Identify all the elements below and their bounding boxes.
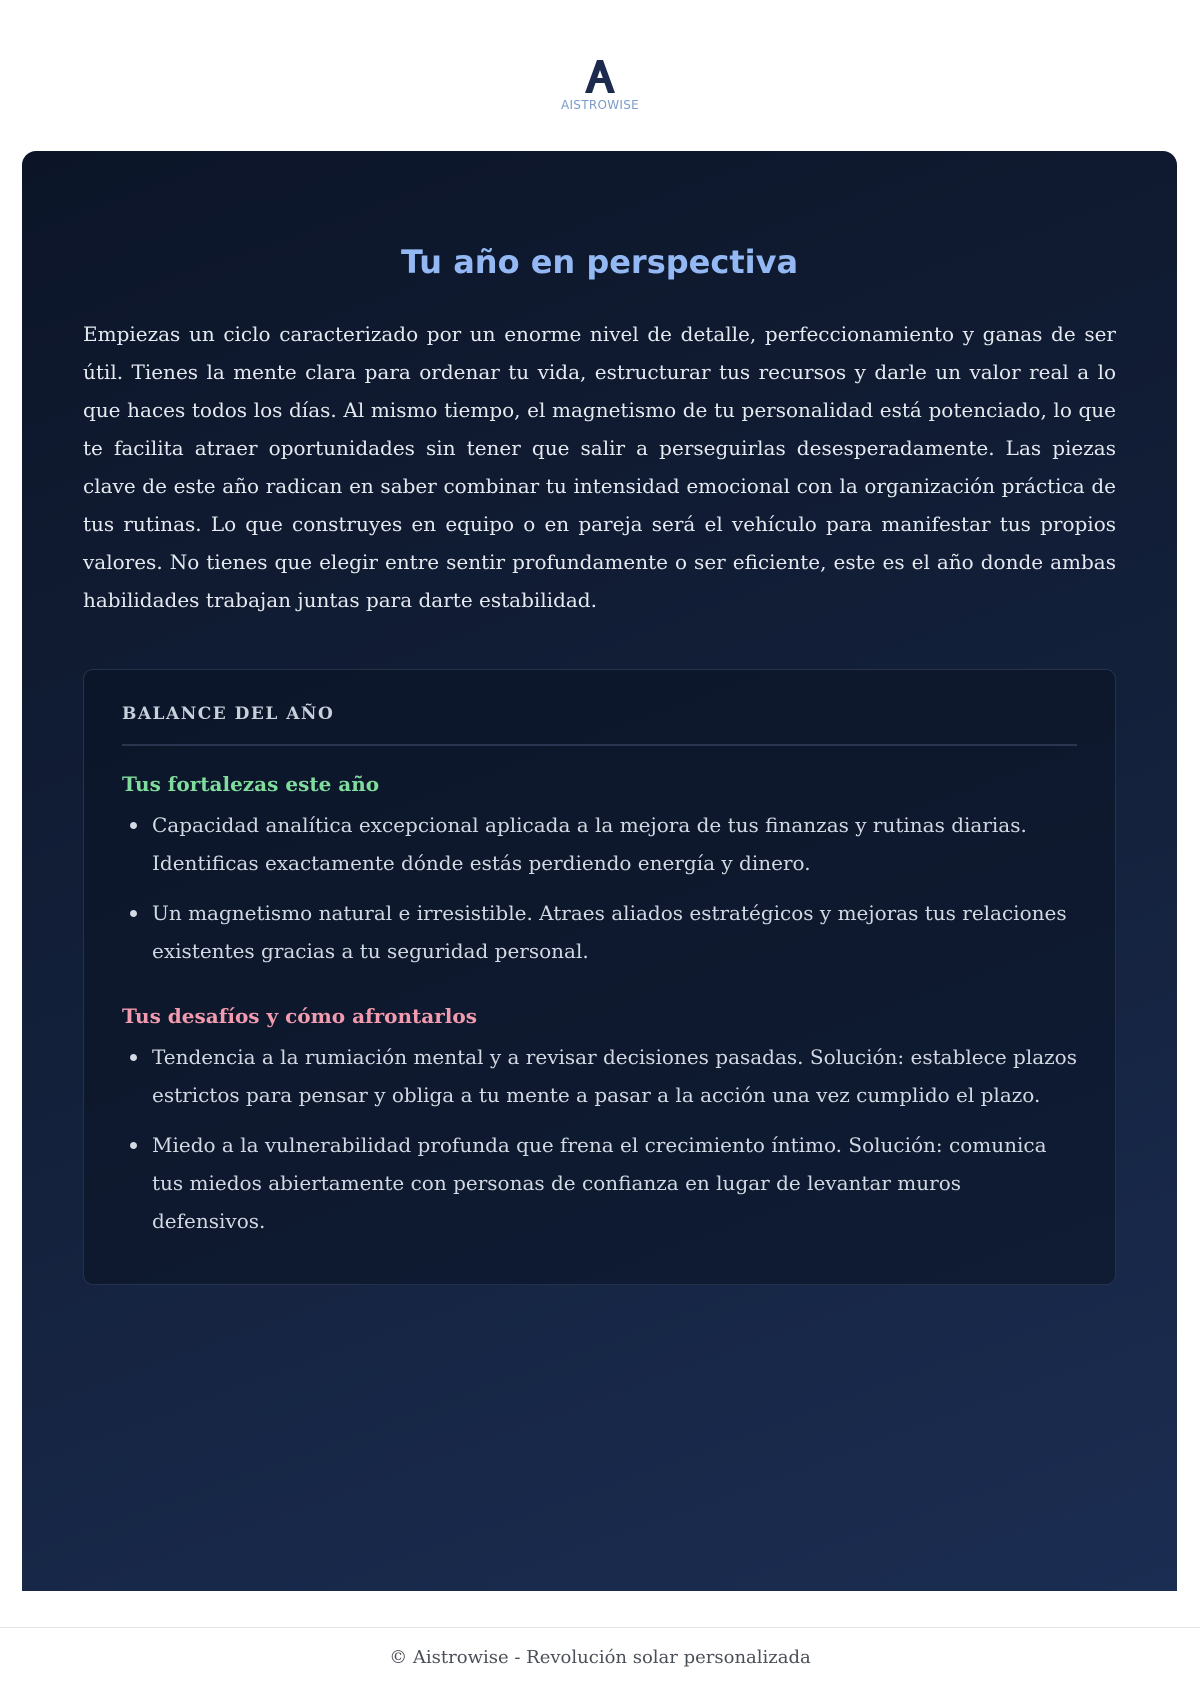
- intro-paragraph: Empiezas un ciclo caracterizado por un enorme nivel de detalle, perfeccionamiento y ganas de ser útil. Tienes la mente clara para ordenar tu vida, estructurar tus recursos y darle un valor real a lo que haces todos los días. Al mismo tiempo, el magnetismo de tu personalidad está potenciado, lo que te facilita atraer oportunidades sin tener que salir a perseguirlas desesperadamente. Las piezas clave de este año radican en saber combinar tu intensidad emocional con la organización práctica de tus rutinas. Lo que construyes en equipo o en pareja será el vehículo para manifestar tus propios valores. No tienes que elegir entre sentir profundamente o ser eficiente, este es el año donde ambas habilidades trabajan juntas para darte estabilidad.: [83, 322, 1116, 612]
- footer-text: © Aistrowise - Revolución solar personalizada: [389, 1647, 811, 1668]
- aistrowise-a-logo-icon: [580, 56, 620, 96]
- logo-text: AISTROWISE: [560, 98, 640, 112]
- list-item: Miedo a la vulnerabilidad profunda que frena el crecimiento íntimo. Solución: comunica tus miedos abiertamente con personas de confianza en lugar de levantar muros defensivos.: [152, 1126, 1077, 1240]
- list-item: Un magnetismo natural e irresistible. Atraes aliados estratégicos y mejoras tus relaciones existentes gracias a tu seguridad personal.: [152, 894, 1077, 970]
- strengths-list: [122, 806, 1077, 970]
- list-item: Capacidad analítica excepcional aplicada a la mejora de tus finanzas y rutinas diarias. Identificas exactamente dónde estás perdiendo energía y dinero.: [152, 806, 1077, 882]
- footer: [0, 1627, 1200, 1697]
- card-title: Tu año en perspectiva: [400, 243, 799, 281]
- year-perspective-card: [22, 151, 1177, 1591]
- balance-heading: BALANCE DEL AÑO: [122, 704, 1077, 746]
- list-item: Tendencia a la rumiación mental y a revisar decisiones pasadas. Solución: establece plazos estrictos para pensar y obliga a tu mente a pasar a la acción una vez cumplido el plazo.: [152, 1038, 1077, 1114]
- balance-panel: [83, 669, 1116, 1285]
- logo: [0, 56, 1200, 112]
- challenges-list: [122, 1038, 1077, 1240]
- strengths-title: Tus fortalezas este año: [122, 772, 380, 796]
- challenges-title: Tus desafíos y cómo afrontarlos: [122, 1004, 477, 1028]
